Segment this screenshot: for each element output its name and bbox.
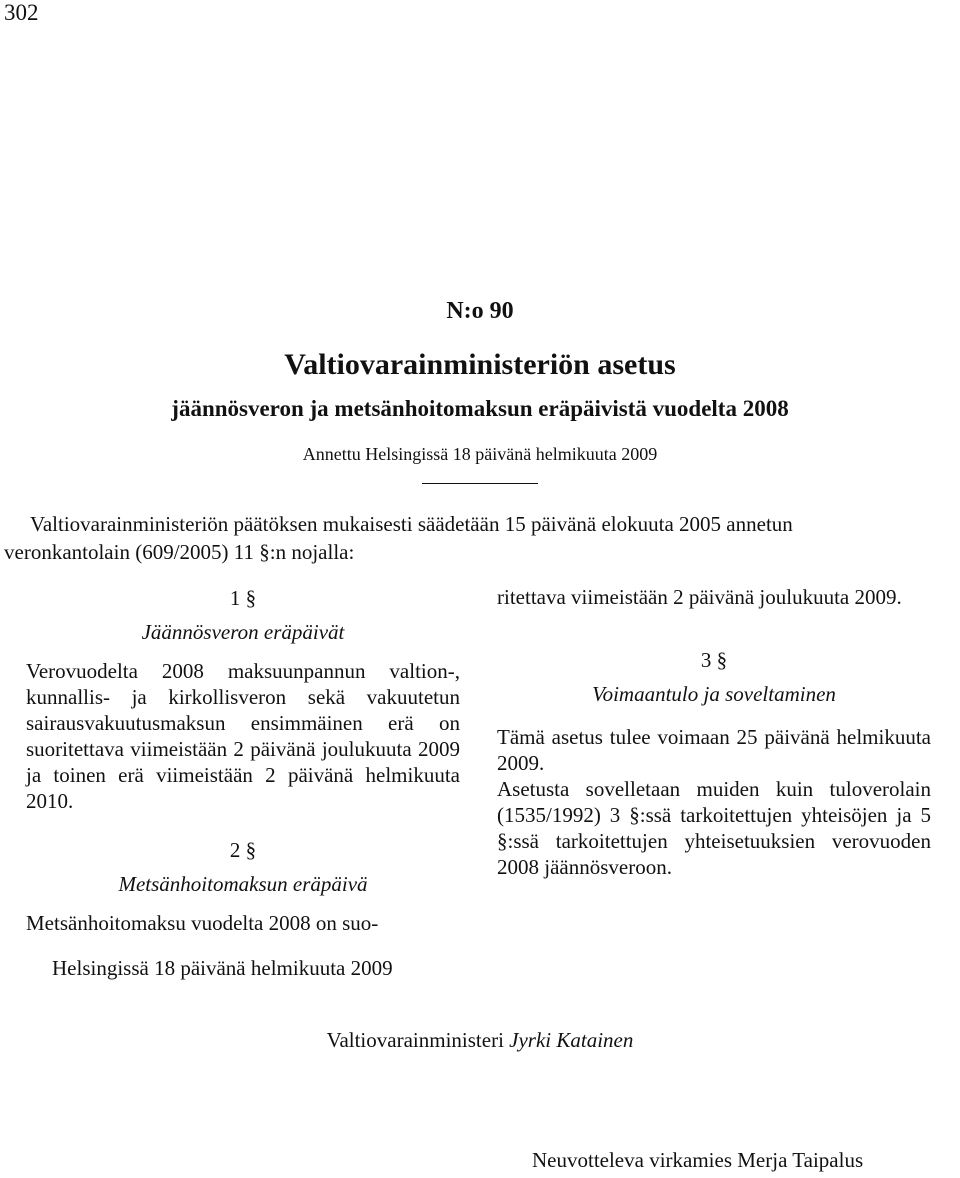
minister-title: Valtiovarainministeri (326, 1028, 504, 1052)
section-1-heading: Jäännösveron eräpäivät (141, 620, 345, 644)
right-column (497, 584, 931, 880)
document-title: Valtiovarainministeriön asetus (284, 348, 676, 381)
intro-paragraph (0, 510, 960, 566)
document-number: N:o 90 (446, 298, 514, 324)
separator-rule (422, 483, 538, 484)
section-2-number: 2 § (229, 838, 257, 862)
section-1-text: Verovuodelta 2008 maksuunpannun valtion-, kunnallis- ja kirkollisveron sekä vakuutetun sairausvakuutusmaksun ensimmäinen erä on suoritettava viimeistään 2 päivänä joulukuuta 2009 ja toinen erä viimeistään 2 päivänä helmikuuta 2010. (26, 659, 460, 813)
official-signature: Neuvotteleva virkamies Merja Taipalus (532, 1148, 864, 1172)
section-2-text-end: ritettava viimeistään 2 päivänä joulukuuta 2009. (497, 585, 902, 609)
section-3-heading: Voimaantulo ja soveltaminen (592, 682, 836, 706)
section-3-number: 3 § (700, 648, 728, 672)
document-subtitle: jäännösveron ja metsänhoitomaksun eräpäivistä vuodelta 2008 (171, 396, 789, 421)
page-number: 302 (4, 0, 39, 25)
minister-name: Jyrki Katainen (509, 1028, 634, 1052)
issued-line: Annettu Helsingissä 18 päivänä helmikuuta 2009 (302, 444, 658, 464)
section-3-paragraph-1: Tämä asetus tulee voimaan 25 päivänä helmikuuta 2009. (497, 725, 931, 775)
intro-line-1: Valtiovarainministeriön päätöksen mukaisesti säädetään 15 päivänä elokuuta 2005 annetun (30, 512, 793, 536)
signing-place-date: Helsingissä 18 päivänä helmikuuta 2009 (52, 956, 393, 980)
minister-signature (0, 1028, 960, 1053)
left-column (26, 584, 460, 936)
intro-line-2: veronkantolain (609/2005) 11 §:n nojalla: (4, 540, 355, 564)
section-1-number: 1 § (229, 586, 257, 610)
section-2-heading: Metsänhoitomaksun eräpäivä (118, 872, 368, 896)
section-3-paragraph-2: Asetusta sovelletaan muiden kuin tuloverolain (1535/1992) 3 §:ssä tarkoitettujen yhteisöjen ja 5 §:ssä tarkoitettujen yhteisetuuksien verovuoden 2008 jäännösveroon. (497, 777, 931, 879)
section-2-text-start: Metsänhoitomaksu vuodelta 2008 on suo- (26, 911, 379, 935)
